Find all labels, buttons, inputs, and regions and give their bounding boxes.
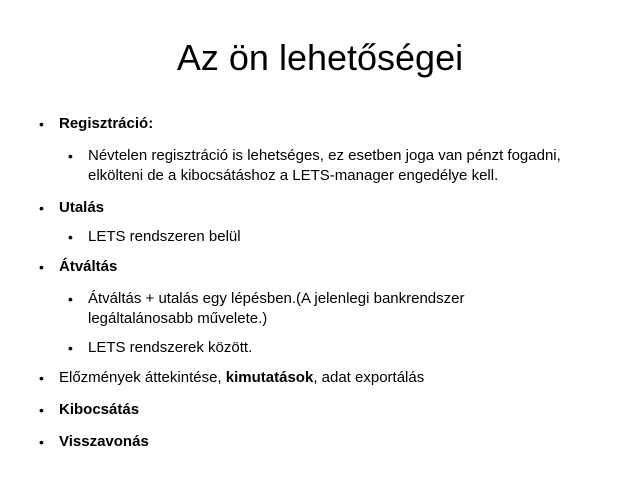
item-text: LETS rendszeren belül [88,228,241,245]
item-label: Regisztráció: [59,115,154,132]
item-text-post: , adat exportálás [313,369,425,386]
bullet-icon: • [68,229,73,245]
slide-title: Az ön lehetőségei [176,37,464,78]
bullet-icon: • [39,116,44,132]
list-subitem-registration [68,146,618,186]
list-item-revocation [39,432,619,452]
item-label: Kibocsátás [59,401,140,418]
list-item-history [39,368,619,388]
list-item-registration [39,114,619,134]
list-item-transfer [39,198,619,218]
item-text-line2: elkölteni de a kibocsátáshoz a LETS-manager engedélye kell. [88,167,499,184]
list-item-issuance [39,400,619,420]
bullet-icon: • [68,291,73,307]
list-item-exchange [39,257,619,277]
bullet-icon: • [39,402,44,418]
bullet-icon: • [39,200,44,216]
item-label: Visszavonás [59,433,149,450]
item-text-pre: Előzmények áttekintése, [59,369,226,386]
bullet-icon: • [68,148,73,164]
bullet-icon: • [39,370,44,386]
item-text-line1: Átváltás + utalás egy lépésben.(A jelenlegi bankrendszer [88,290,465,307]
bullet-icon: • [68,340,73,356]
list-subitem-transfer [68,227,618,247]
bullet-icon: • [39,434,44,450]
item-text: LETS rendszerek között. [88,339,253,356]
bullet-icon: • [39,259,44,275]
item-label: Utalás [59,199,105,216]
list-subitem-exchange-2 [68,338,618,358]
item-text-line1: Névtelen regisztráció is lehetséges, ez esetben joga van pénzt fogadni, [88,147,561,164]
list-subitem-exchange-1 [68,289,618,329]
item-text-line2: legáltalánosabb művelete.) [88,310,268,327]
item-label: Átváltás [59,258,118,275]
item-text-bold: kimutatások [225,369,314,386]
